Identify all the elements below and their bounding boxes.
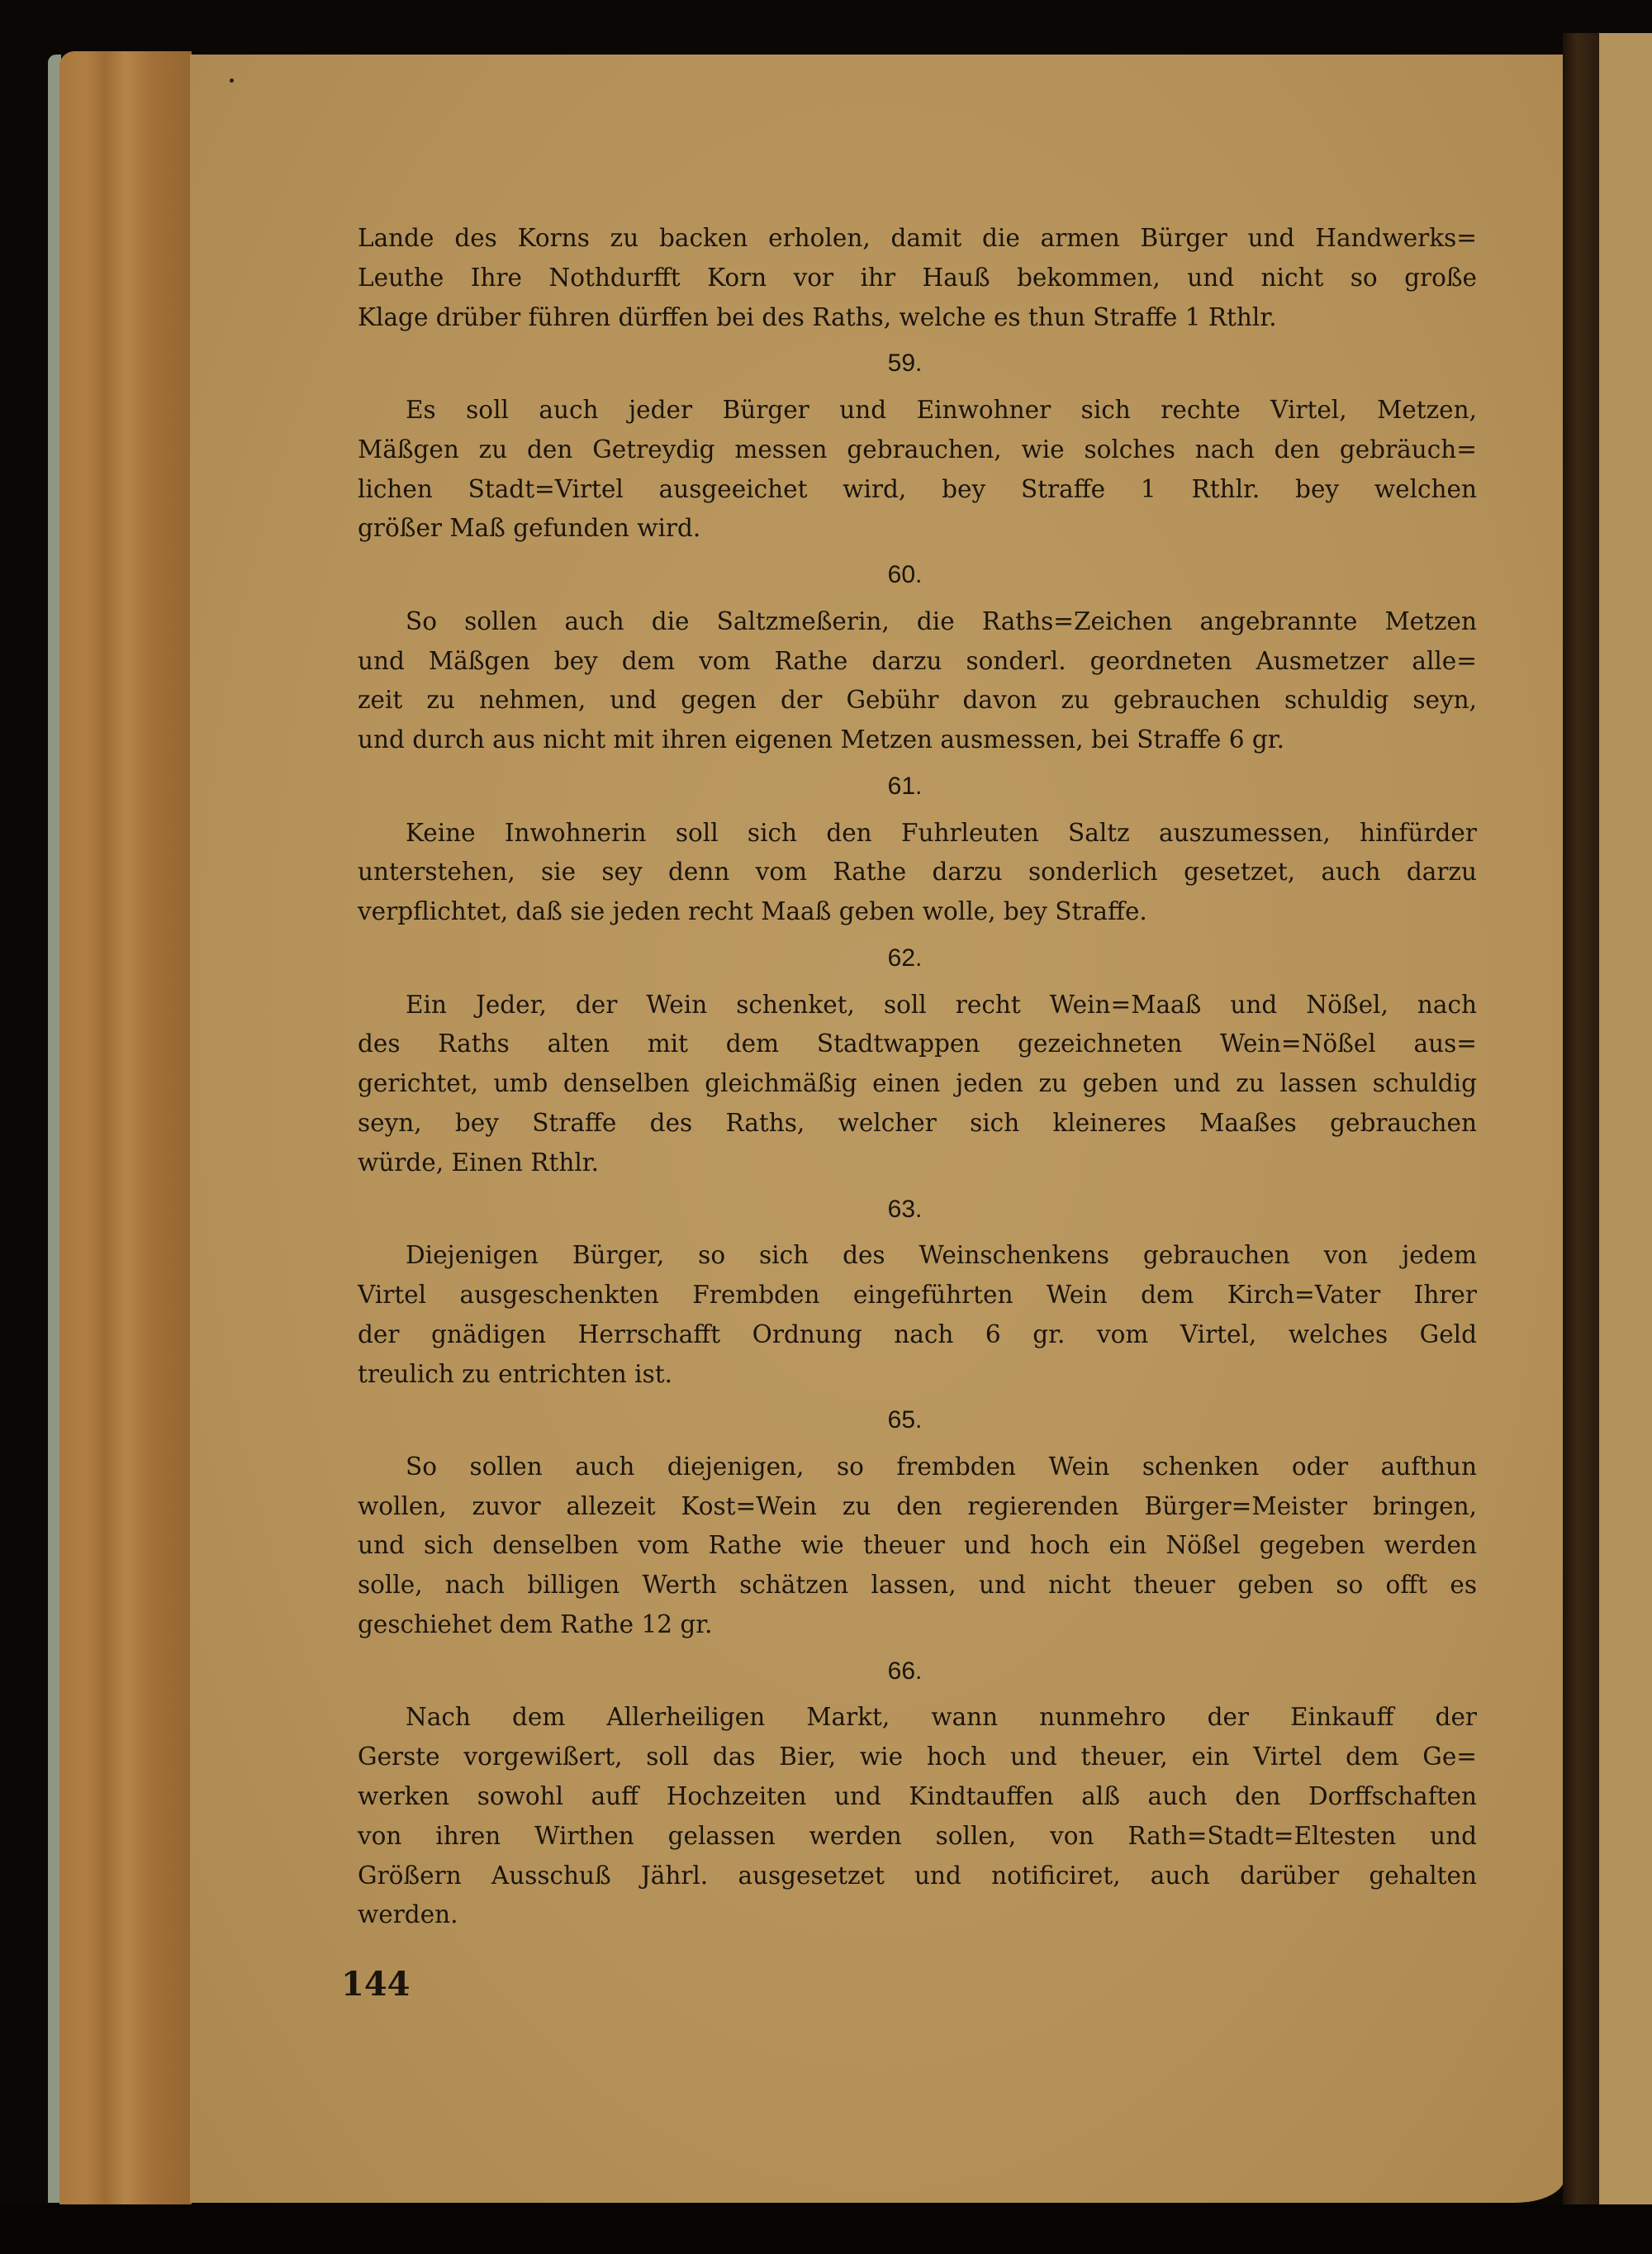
section-number: 60. xyxy=(887,561,923,589)
text-line: So sollen auch die Saltzmeßerin, die Raths=Zeichen angebrannte Metzen xyxy=(406,606,1477,635)
text-line: lichen Stadt=Virtel ausgeeichet wird, bey Straffe 1 Rthlr. bey welchen xyxy=(358,474,1477,503)
text-line: treulich zu entrichten ist. xyxy=(358,1359,672,1388)
text-line: Ein Jeder, der Wein schenket, soll recht Wein=Maaß und Nößel, nach xyxy=(406,990,1477,1019)
text-line: Nach dem Allerheiligen Markt, wann nunmehro der Einkauff der xyxy=(406,1703,1477,1732)
text-line: zeit zu nehmen, und gegen der Gebühr davon zu gebrauchen schuldig seyn, xyxy=(358,686,1477,715)
text-line: von ihren Wirthen gelassen werden sollen, von Rath=Stadt=Eltesten und xyxy=(358,1821,1477,1850)
section-number: 59. xyxy=(887,350,923,378)
text-line: Leuthe Ihre Nothdurfft Korn vor ihr Hauß bekommen, und nicht so große xyxy=(358,263,1477,292)
text-line: geschiehet dem Rathe 12 gr. xyxy=(358,1610,713,1639)
facing-page-edge xyxy=(1599,33,1652,2214)
text-line: Es soll auch jeder Bürger und Einwohner sich rechte Virtel, Metzen, xyxy=(406,395,1477,424)
text-line: verpflichtet, daß sie jeden recht Maaß geben wolle, bey Straffe. xyxy=(358,897,1147,926)
text-line: werken sowohl auff Hochzeiten und Kindtauffen alß auch den Dorffschaften xyxy=(358,1782,1477,1811)
section-number: 62. xyxy=(887,944,923,972)
text-line: des Raths alten mit dem Stadtwappen gezeichneten Wein=Nößel aus= xyxy=(358,1030,1477,1058)
text-line: werden. xyxy=(358,1900,458,1929)
text-line: Virtel ausgeschenkten Frembden eingeführten Wein dem Kirch=Vater Ihrer xyxy=(358,1280,1477,1309)
section-number: 61. xyxy=(887,772,923,800)
text-line: Keine Inwohnerin soll sich den Fuhrleuten Saltz auszumessen, hinfürder xyxy=(406,818,1477,847)
text-line: Lande des Korns zu backen erholen, damit die armen Bürger und Handwerks= xyxy=(358,224,1477,252)
scan-bottom-background xyxy=(0,2204,1652,2254)
text-line: Gerste vorgewißert, soll das Bier, wie hoch und theuer, ein Virtel dem Ge= xyxy=(358,1743,1477,1771)
text-line: würde, Einen Rthlr. xyxy=(358,1148,599,1177)
text-line: Größern Ausschuß Jährl. ausgesetzet und notificiret, auch darüber gehalten xyxy=(358,1861,1477,1890)
text-line: und Mäßgen bey dem vom Rathe darzu sonderl. geordneten Ausmetzer alle= xyxy=(358,646,1477,675)
text-line: unterstehen, sie sey denn vom Rathe darzu sonderlich gesetzet, auch darzu xyxy=(358,858,1477,887)
text-line: solle, nach billigen Werth schätzen lassen, und nicht theuer geben so offt es xyxy=(358,1571,1477,1600)
text-line: der gnädigen Herrschafft Ordnung nach 6 gr. vom Virtel, welches Geld xyxy=(358,1320,1477,1348)
text-line: und durch aus nicht mit ihren eigenen Metzen ausmessen, bei Straffe 6 gr. xyxy=(358,725,1285,754)
text-line: Klage drüber führen dürffen bei des Raths, welche es thun Straffe 1 Rthlr. xyxy=(358,302,1277,331)
text-line: größer Maß gefunden wird. xyxy=(358,514,701,543)
text-line: Mäßgen zu den Getreydig messen gebrauchen, wie solches nach den gebräuch= xyxy=(358,435,1477,464)
text-line: gerichtet, umb denselben gleichmäßig einen jeden zu geben und zu lassen schuldig xyxy=(358,1069,1477,1098)
section-number: 66. xyxy=(887,1657,923,1685)
text-line: und sich denselben vom Rathe wie theuer und hoch ein Nößel gegeben werden xyxy=(358,1531,1477,1560)
section-number: 65. xyxy=(887,1406,923,1434)
book-gutter xyxy=(1563,33,1599,2214)
paper-speck xyxy=(230,78,234,83)
text-line: seyn, bey Straffe des Raths, welcher sich kleineres Maaßes gebrauchen xyxy=(358,1108,1477,1137)
text-line: Diejenigen Bürger, so sich des Weinschenkens gebrauchen von jedem xyxy=(406,1241,1477,1270)
section-number: 63. xyxy=(887,1195,923,1223)
page-text xyxy=(358,219,1477,1935)
text-line: wollen, zuvor allezeit Kost=Wein zu den regierenden Bürger=Meister bringen, xyxy=(358,1491,1477,1520)
page-stack-edge xyxy=(59,51,192,2208)
page-number: 144 xyxy=(341,1965,411,2004)
text-line: So sollen auch diejenigen, so frembden Wein schenken oder aufthun xyxy=(406,1452,1477,1481)
